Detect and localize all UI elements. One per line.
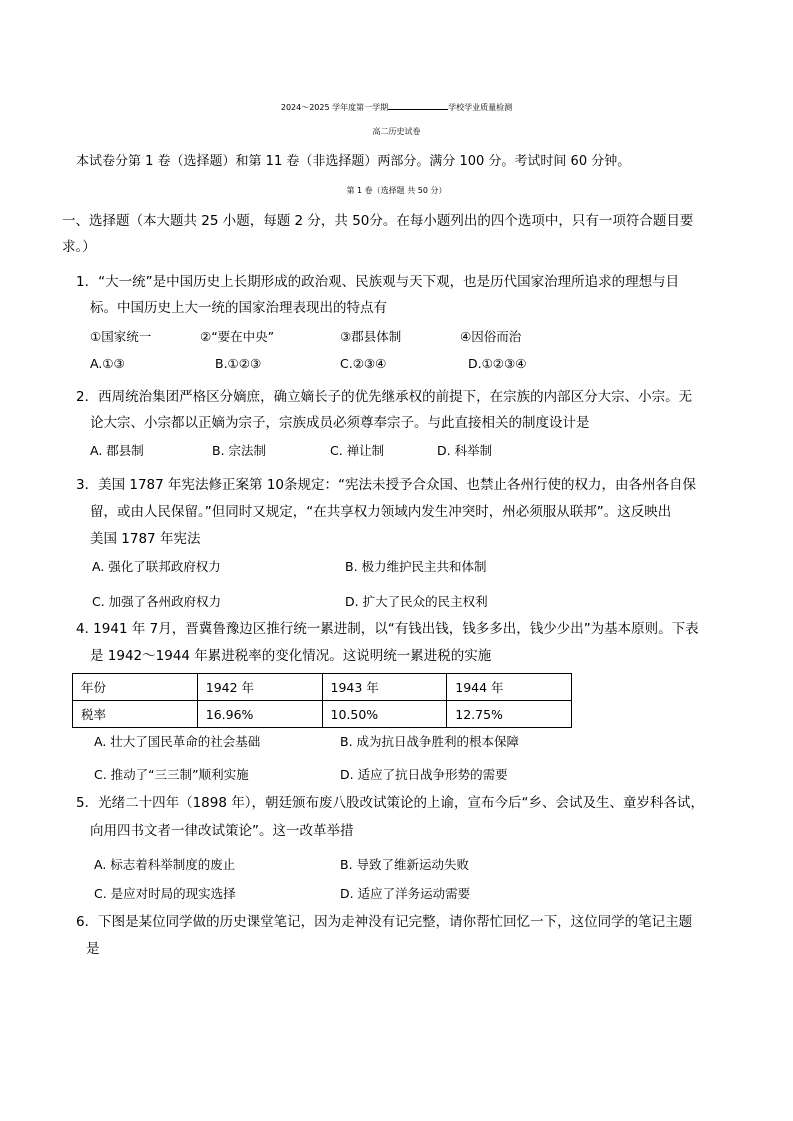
- q2-option-c: C. 禅让制: [330, 443, 385, 458]
- q5-option-a: A. 标志着科举制度的废止: [94, 857, 236, 872]
- exam-intro: 本试卷分第 1 卷（选择题）和第 11 卷（非选择题）两部分。满分 100 分。考试时间 60 分钟。: [76, 154, 631, 169]
- q1-line2: 标。中国历史上大一统的国家治理表现出的特点有: [90, 300, 387, 316]
- title-part1: 2024～2025 学年度第一学期: [280, 103, 389, 112]
- q4-line2: 是 1942～1944 年累进税率的变化情况。这说明统一累进税的实施: [90, 648, 492, 664]
- q5-option-c: C. 是应对时局的现实选择: [94, 886, 236, 901]
- q3-line2: 留，或由人民保留。”但同时又规定，“在共享权力领域内发生冲突时，州必须服从联邦”。这反映出: [90, 504, 672, 520]
- title-part2: 学校学业质量检测: [448, 103, 513, 112]
- q6-line2: 是: [86, 941, 100, 957]
- table-cell-rate-1943: 10.50%: [322, 701, 447, 728]
- q1-option-d: D.①②③④: [468, 356, 527, 371]
- table-row: [73, 701, 572, 728]
- exam-subtitle: 高二历史试卷: [372, 127, 421, 136]
- table-cell-rate-1944: 12.75%: [447, 701, 572, 728]
- tax-rate-table: [72, 673, 572, 728]
- q2-option-d: D. 科举制: [437, 443, 493, 458]
- table-cell-1944: 1944 年: [447, 674, 572, 701]
- q4-option-b: B. 成为抗日战争胜利的根本保障: [340, 734, 520, 749]
- q1-line1: 1．“大一统”是中国历史上长期形成的政治观、民族观与天下观，也是历代国家治理所追求的理想与目: [76, 274, 680, 290]
- q3-option-d: D. 扩大了民众的民主权利: [345, 594, 488, 609]
- table-row: [73, 674, 572, 701]
- exam-title: [0, 97, 793, 113]
- table-cell-rate-header: 税率: [73, 701, 198, 728]
- q3-line3: 美国 1787 年宪法: [90, 531, 201, 547]
- q3-option-b: B. 极力维护民主共和体制: [345, 559, 487, 574]
- table-cell-rate-1942: 16.96%: [197, 701, 322, 728]
- table-cell-1943: 1943 年: [322, 674, 447, 701]
- q1-option-c: C.②③④: [340, 356, 387, 371]
- q2-option-b: B. 宗法制: [212, 443, 267, 458]
- q3-line1: 3．美国 1787 年宪法修正案第 10条规定：“宪法未授予合众国、也禁止各州行使的权力，由各州各自保: [76, 477, 696, 493]
- q3-option-a: A. 强化了联邦政府权力: [92, 559, 221, 574]
- table-cell-year-header: 年份: [73, 674, 198, 701]
- instructions-line2: 求。）: [62, 239, 96, 255]
- q1-item-2: ②“要在中央”: [200, 329, 275, 344]
- q4-option-c: C. 推动了“三三制”顺利实施: [94, 767, 249, 782]
- q2-line1: 2．西周统治集团严格区分嫡庶，确立嫡长子的优先继承权的前提下，在宗族的内部区分大宗、小宗。无: [76, 389, 693, 405]
- q6-line1: 6．下图是某位同学做的历史课堂笔记，因为走神没有记完整，请你帮忙回忆一下，这位同学的笔记主题: [76, 914, 693, 930]
- q5-line1: 5．光绪二十四年（1898 年），朝廷颁布废八股改试策论的上谕，宣布今后“乡、会试及生、童岁科各试，: [76, 795, 704, 811]
- q1-option-a: A.①③: [90, 356, 125, 371]
- q1-item-3: ③郡县体制: [340, 329, 402, 344]
- q4-line1: 4. 1941 年 7月，晋冀鲁豫边区推行统一累进制，以“有钱出钱，钱多多出，钱少少出”为基本原则。下表: [76, 621, 699, 637]
- q5-option-b: B. 导致了维新运动失败: [340, 857, 470, 872]
- q1-option-b: B.①②③: [215, 356, 262, 371]
- q2-line2: 论大宗、小宗都以正嫡为宗子，宗族成员必须尊奉宗子。与此直接相关的制度设计是: [90, 415, 590, 431]
- q4-option-d: D. 适应了抗日战争形势的需要: [340, 767, 508, 782]
- section1-title: 第 1 卷（选择题 共 50 分）: [346, 186, 447, 195]
- q5-option-d: D. 适应了洋务运动需要: [340, 886, 471, 901]
- q5-line2: 向用四书文者一律改试策论”。这一改革举措: [90, 823, 354, 839]
- q3-option-c: C. 加强了各州政府权力: [92, 594, 222, 609]
- table-cell-1942: 1942 年: [197, 674, 322, 701]
- q2-option-a: A. 郡县制: [90, 443, 144, 458]
- q4-option-a: A. 壮大了国民革命的社会基础: [94, 734, 261, 749]
- school-name-blank: [388, 97, 448, 110]
- instructions-line1: 一、选择题（本大题共 25 小题，每题 2 分，共 50分。在每小题列出的四个选项中，只有一项符合题目要: [62, 213, 694, 229]
- q1-item-1: ①国家统一: [90, 329, 152, 344]
- q1-item-4: ④因俗而治: [460, 329, 522, 344]
